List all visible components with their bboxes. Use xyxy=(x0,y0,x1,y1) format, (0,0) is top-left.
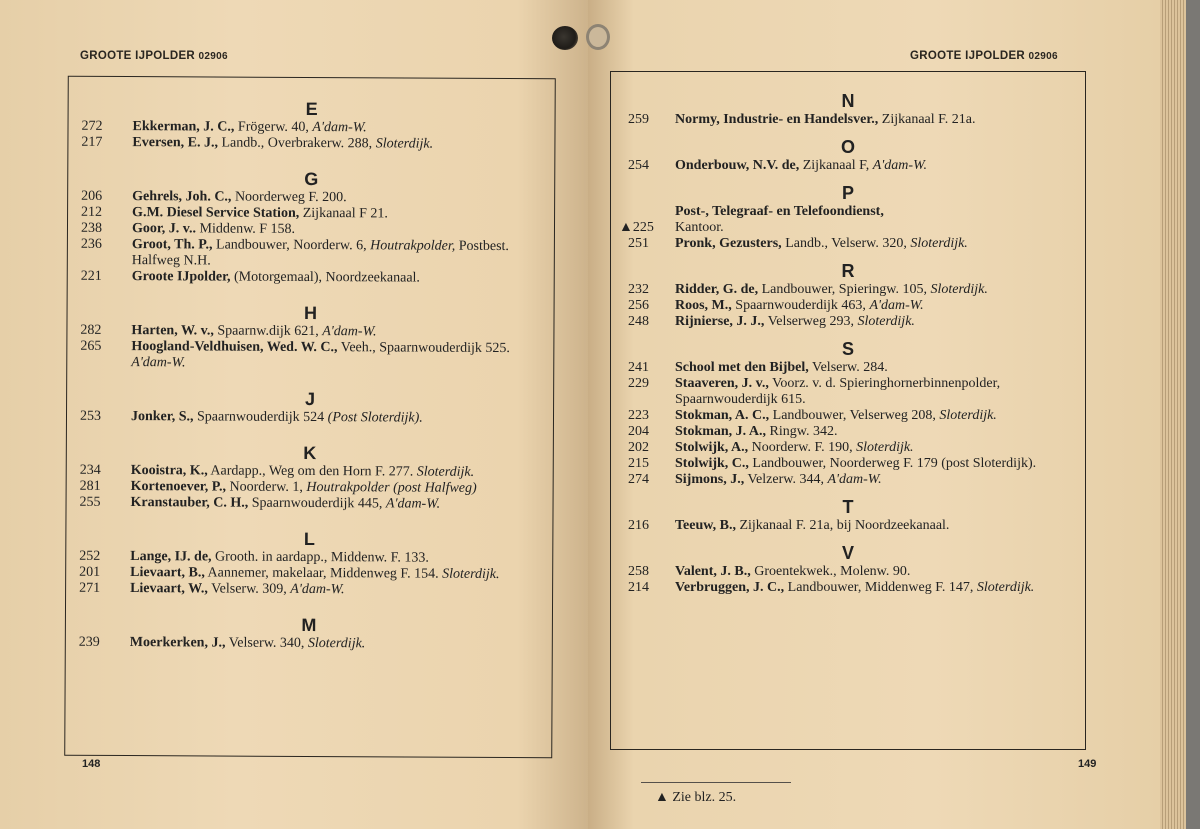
entry-name: Gehrels, Joh. C., xyxy=(132,189,232,205)
entry-details: Aannemer, makelaar, Middenweg F. 154. xyxy=(207,565,439,582)
entry-place: Houtrakpolder, xyxy=(370,238,456,254)
entry-text xyxy=(675,158,1071,174)
footnote-text: Zie blz. 25. xyxy=(672,790,737,805)
section-letter: P xyxy=(841,183,854,203)
phone-number: 201 xyxy=(79,564,101,580)
entry-text xyxy=(675,456,1071,472)
entry-name: Goor, J. v.. xyxy=(131,221,197,237)
section-letter: R xyxy=(841,261,855,281)
footnote xyxy=(655,790,736,806)
entry-name: Groote IJpolder, xyxy=(131,269,231,285)
entry-place: (Post Sloterdijk). xyxy=(327,410,423,426)
entry-details: Velserw. 340, xyxy=(228,635,305,651)
entry-place: A'dam-W. xyxy=(872,158,927,173)
directory-entry xyxy=(611,236,1085,252)
phone-number: 232 xyxy=(628,282,649,297)
phone-number: 206 xyxy=(81,188,103,204)
section-letter: V xyxy=(841,543,854,563)
entry-text xyxy=(675,472,1071,488)
header-title: GROOTE IJPOLDER xyxy=(910,50,1026,62)
entry-name: Moerkerken, J., xyxy=(129,635,226,651)
left-page-header xyxy=(80,50,228,62)
directory-entry xyxy=(611,440,1085,456)
entry-details: Frögerw. 40, xyxy=(237,119,309,135)
section-letter: H xyxy=(303,302,318,324)
entry-text xyxy=(675,424,1071,440)
entry-name: Kooistra, K., xyxy=(130,463,208,479)
entry-details: Velserw. 309, xyxy=(211,581,287,597)
entry-name: Kranstauber, C. H., xyxy=(130,495,249,511)
entry-text xyxy=(132,237,540,271)
entry-details: Zijkanaal F, xyxy=(802,158,870,173)
entry-text xyxy=(675,314,1071,330)
binding-hole xyxy=(552,26,578,50)
entry-name: Lange, IJ. de, xyxy=(130,549,212,565)
entry-text xyxy=(130,581,538,599)
directory-entry xyxy=(611,314,1085,330)
entry-name: Groot, Th. P., xyxy=(131,237,213,253)
phone-number: 215 xyxy=(628,456,649,471)
entry-place: A'dam-W. xyxy=(312,120,367,136)
right-page xyxy=(588,0,1160,829)
phone-number: 252 xyxy=(79,548,101,564)
entry-details: Landbouwer, Noorderw. 6, xyxy=(216,237,367,254)
directory-entry xyxy=(611,360,1085,376)
entry-place: Sloterdijk. xyxy=(857,314,915,329)
phone-number: 255 xyxy=(79,494,101,510)
entry-details: Veeh., Spaarnwouderdijk 525. xyxy=(340,340,510,357)
entry-name: Hoogland-Veldhuisen, Wed. W. C., xyxy=(131,339,338,356)
directory-entry xyxy=(68,237,554,272)
section xyxy=(611,496,1085,534)
section xyxy=(67,387,553,428)
entry-place: Sloterdijk. xyxy=(375,136,434,152)
triangle-icon: ▲ xyxy=(655,790,669,805)
entry-name: Lievaart, W., xyxy=(130,581,208,597)
entry-name: Onderbouw, N.V. de, xyxy=(675,158,800,173)
entry-name: Harten, W. v., xyxy=(131,323,214,339)
entry-details: Zijkanaal F. 21a, bij Noordzeekanaal. xyxy=(739,518,950,533)
entry-text xyxy=(675,440,1071,456)
directory-entry xyxy=(611,580,1085,596)
binding-ring xyxy=(586,24,610,50)
entry-details: Landbouwer, Velserweg 208, xyxy=(772,408,936,423)
section xyxy=(611,182,1085,252)
phone-number: 212 xyxy=(81,204,103,220)
entry-place: Sloterdijk. xyxy=(930,282,988,297)
left-page xyxy=(0,0,588,829)
phone-number: 251 xyxy=(628,236,649,251)
phone-number: 234 xyxy=(79,462,101,478)
phone-number: 274 xyxy=(628,472,649,487)
phone-number: 223 xyxy=(628,408,649,423)
entry-place: A'dam-W. xyxy=(131,355,186,371)
entry-details: Middenw. F 158. xyxy=(199,221,296,237)
entry-name: Ekkerman, J. C., xyxy=(132,119,235,135)
phone-number: 217 xyxy=(81,134,103,150)
directory-entry xyxy=(68,135,554,154)
entry-details: Voorz. v. d. Spieringhornerbinnenpolder, Spaarnwouderdijk 615. xyxy=(675,376,1001,407)
entry-details: Noorderw. 1, xyxy=(229,479,303,495)
phone-number: 258 xyxy=(628,564,649,579)
directory-entry xyxy=(611,456,1085,472)
section-letter: S xyxy=(841,339,854,359)
phone-number: 248 xyxy=(628,314,649,329)
page-edges xyxy=(1160,0,1200,829)
entry-details: Velzerw. 344, xyxy=(747,472,824,487)
entry-details: Landb., Overbrakerw. 288, xyxy=(221,135,373,152)
entry-details: Zijkanaal F. 21a. xyxy=(881,112,976,127)
entry-text xyxy=(131,339,539,373)
entry-details: Landbouwer, Middenweg F. 147, xyxy=(787,580,974,595)
entry-details: Spaarnwouderdijk 463, xyxy=(735,298,866,313)
right-page-header xyxy=(910,50,1058,62)
right-directory-box xyxy=(610,71,1086,805)
directory-entry xyxy=(611,282,1085,298)
entry-place: A'dam-W. xyxy=(322,324,377,340)
directory-entry xyxy=(611,158,1085,174)
directory-entry xyxy=(66,635,552,654)
phone-number: 281 xyxy=(79,478,101,494)
entry-text xyxy=(675,220,1071,236)
entry-name: Lievaart, B., xyxy=(130,565,205,581)
phone-number: 202 xyxy=(628,440,649,455)
entry-text xyxy=(675,518,1071,534)
phone-number: 236 xyxy=(80,236,102,252)
header-code: 02906 xyxy=(1028,51,1058,62)
section xyxy=(66,613,552,654)
entry-name: Stolwijk, A., xyxy=(675,440,749,455)
phone-number: 204 xyxy=(628,424,649,439)
phone-number: 259 xyxy=(628,112,649,127)
directory-entry xyxy=(66,581,552,600)
directory-entry xyxy=(611,220,1085,236)
phone-number: 256 xyxy=(628,298,649,313)
entry-text xyxy=(675,282,1071,298)
entry-extra: Postbest. Halfweg N.H. xyxy=(131,238,509,269)
phone-number: 216 xyxy=(628,518,649,533)
entry-text xyxy=(130,635,538,653)
entry-name: Normy, Industrie- en Handelsver., xyxy=(675,112,879,127)
entry-name: Sijmons, J., xyxy=(675,472,745,487)
phone-number: 272 xyxy=(81,118,103,134)
header-title: GROOTE IJPOLDER xyxy=(80,50,196,62)
section-letter: L xyxy=(303,528,315,550)
section-letter: O xyxy=(840,137,855,157)
entry-details: Landbouwer, Noorderweg F. 179 (post Sloterdijk). xyxy=(752,456,1037,471)
entry-place: A'dam-W. xyxy=(290,581,345,598)
phone-number: 214 xyxy=(628,580,649,595)
entry-name: Rijnierse, J. J., xyxy=(675,314,765,329)
entry-text xyxy=(675,236,1071,252)
directory-entry xyxy=(67,495,553,514)
entry-name: Post-, Telegraaf- en Telefoondienst, xyxy=(675,204,884,219)
section xyxy=(68,167,555,288)
entry-text xyxy=(132,269,540,287)
entry-text xyxy=(675,112,1071,128)
directory-entry xyxy=(611,376,1085,408)
entry-place: Sloterdijk. xyxy=(416,464,475,480)
entry-place: Sloterdijk. xyxy=(910,236,968,251)
phone-number: 265 xyxy=(80,338,102,354)
section-letter: E xyxy=(305,98,318,120)
phone-number: 241 xyxy=(628,360,649,375)
entry-details: Velserweg 293, xyxy=(767,314,854,329)
section xyxy=(68,97,554,154)
page-number: 149 xyxy=(1078,758,1097,770)
entry-text xyxy=(675,298,1071,314)
entry-details: Landb., Velserw. 320, xyxy=(785,236,907,251)
left-directory-box xyxy=(64,76,556,759)
entry-details: (Motorgemaal), Noordzeekanaal. xyxy=(233,269,420,286)
entry-name: Teeuw, B., xyxy=(675,518,736,533)
right-sections xyxy=(611,90,1085,596)
entry-text xyxy=(675,408,1071,424)
phone-number: 239 xyxy=(78,634,100,650)
entry-place: Sloterdijk. xyxy=(307,635,366,652)
directory-entry xyxy=(611,298,1085,314)
entry-name: Stokman, A. C., xyxy=(675,408,770,423)
header-code: 02906 xyxy=(198,51,228,62)
phone-number: 229 xyxy=(628,376,649,391)
entry-place: A'dam-W. xyxy=(869,298,924,313)
entry-name: Valent, J. B., xyxy=(675,564,751,579)
entry-details: Ringw. 342. xyxy=(769,424,838,439)
entry-details: Noorderw. F. 190, xyxy=(751,440,853,455)
entry-name: Stolwijk, C., xyxy=(675,456,749,471)
directory-entry xyxy=(611,424,1085,440)
entry-details: Spaarnw.dijk 621, xyxy=(217,323,319,340)
phone-number: 253 xyxy=(79,408,102,424)
entry-name: Stokman, J. A., xyxy=(675,424,767,439)
section xyxy=(611,90,1085,128)
entry-details: Zijkanaal F 21. xyxy=(302,205,388,222)
phone-number: 221 xyxy=(80,268,102,284)
entry-name: Eversen, E. J., xyxy=(132,135,219,151)
entry-text xyxy=(675,360,1071,376)
section-letter: M xyxy=(301,614,317,636)
section xyxy=(611,260,1085,330)
entry-name: Pronk, Gezusters, xyxy=(675,236,782,251)
footnote-rule xyxy=(641,782,791,783)
section xyxy=(611,136,1085,174)
entry-details: Landbouwer, Spieringw. 105, xyxy=(761,282,927,297)
phone-number: ▲225 xyxy=(619,220,654,235)
entry-place: Houtrakpolder (post Halfweg) xyxy=(306,479,477,496)
entry-name: G.M. Diesel Service Station, xyxy=(132,205,300,221)
entry-name: Roos, M., xyxy=(675,298,732,313)
entry-text xyxy=(131,409,539,427)
entry-text xyxy=(131,495,539,513)
entry-name: Kortenoever, P., xyxy=(130,479,227,495)
entry-text xyxy=(675,564,1071,580)
entry-details: Aardapp., Weg om den Horn F. 277. xyxy=(210,463,414,480)
entry-place: Sloterdijk. xyxy=(939,408,997,423)
section-letter: N xyxy=(841,91,855,111)
phone-number: 254 xyxy=(628,158,649,173)
section-letter: G xyxy=(304,168,319,190)
entry-details: Noorderweg F. 200. xyxy=(234,189,347,206)
directory-entry xyxy=(611,204,1085,220)
page-number: 148 xyxy=(82,758,101,770)
phone-number: 238 xyxy=(80,220,103,236)
entry-name: Jonker, S., xyxy=(130,409,194,425)
directory-entry xyxy=(67,339,553,374)
section xyxy=(66,527,552,600)
entry-text xyxy=(675,580,1071,596)
directory-entry xyxy=(611,408,1085,424)
entry-name: Verbruggen, J. C., xyxy=(675,580,785,595)
entry-details: Spaarnwouderdijk 445, xyxy=(251,495,383,512)
section-letter: J xyxy=(305,388,316,410)
phone-number: 271 xyxy=(79,580,101,596)
directory-entry xyxy=(611,564,1085,580)
entry-details: Kantoor. xyxy=(675,220,724,235)
entry-details: Grooth. in aardapp., Middenw. F. 133. xyxy=(215,549,429,566)
entry-place: A'dam-W. xyxy=(827,472,882,487)
section xyxy=(611,542,1085,596)
section xyxy=(67,301,553,374)
entry-name: Staaveren, J. v., xyxy=(675,376,769,391)
section xyxy=(67,441,553,514)
left-sections xyxy=(66,97,555,654)
entry-text xyxy=(675,204,1071,220)
entry-place: Sloterdijk. xyxy=(976,580,1035,595)
directory-entry xyxy=(68,269,554,288)
entry-details: Velserw. 284. xyxy=(812,360,888,375)
entry-name: Ridder, G. de, xyxy=(675,282,759,297)
entry-text xyxy=(675,376,1071,408)
entry-details: Groentekwek., Molenw. 90. xyxy=(754,564,911,579)
directory-entry xyxy=(611,472,1085,488)
phone-number: 282 xyxy=(80,322,102,338)
directory-entry xyxy=(611,518,1085,534)
section-letter: T xyxy=(842,497,854,517)
section-letter: K xyxy=(303,442,317,464)
directory-entry xyxy=(67,409,553,428)
section xyxy=(611,338,1085,488)
entry-name: School met den Bijbel, xyxy=(675,360,809,375)
entry-place: Sloterdijk. xyxy=(442,566,500,582)
entry-details: Spaarnwouderdijk 524 xyxy=(196,409,325,426)
entry-place: Sloterdijk. xyxy=(856,440,914,455)
directory-entry xyxy=(611,112,1085,128)
entry-place: A'dam-W. xyxy=(385,496,441,512)
entry-text xyxy=(132,135,540,153)
